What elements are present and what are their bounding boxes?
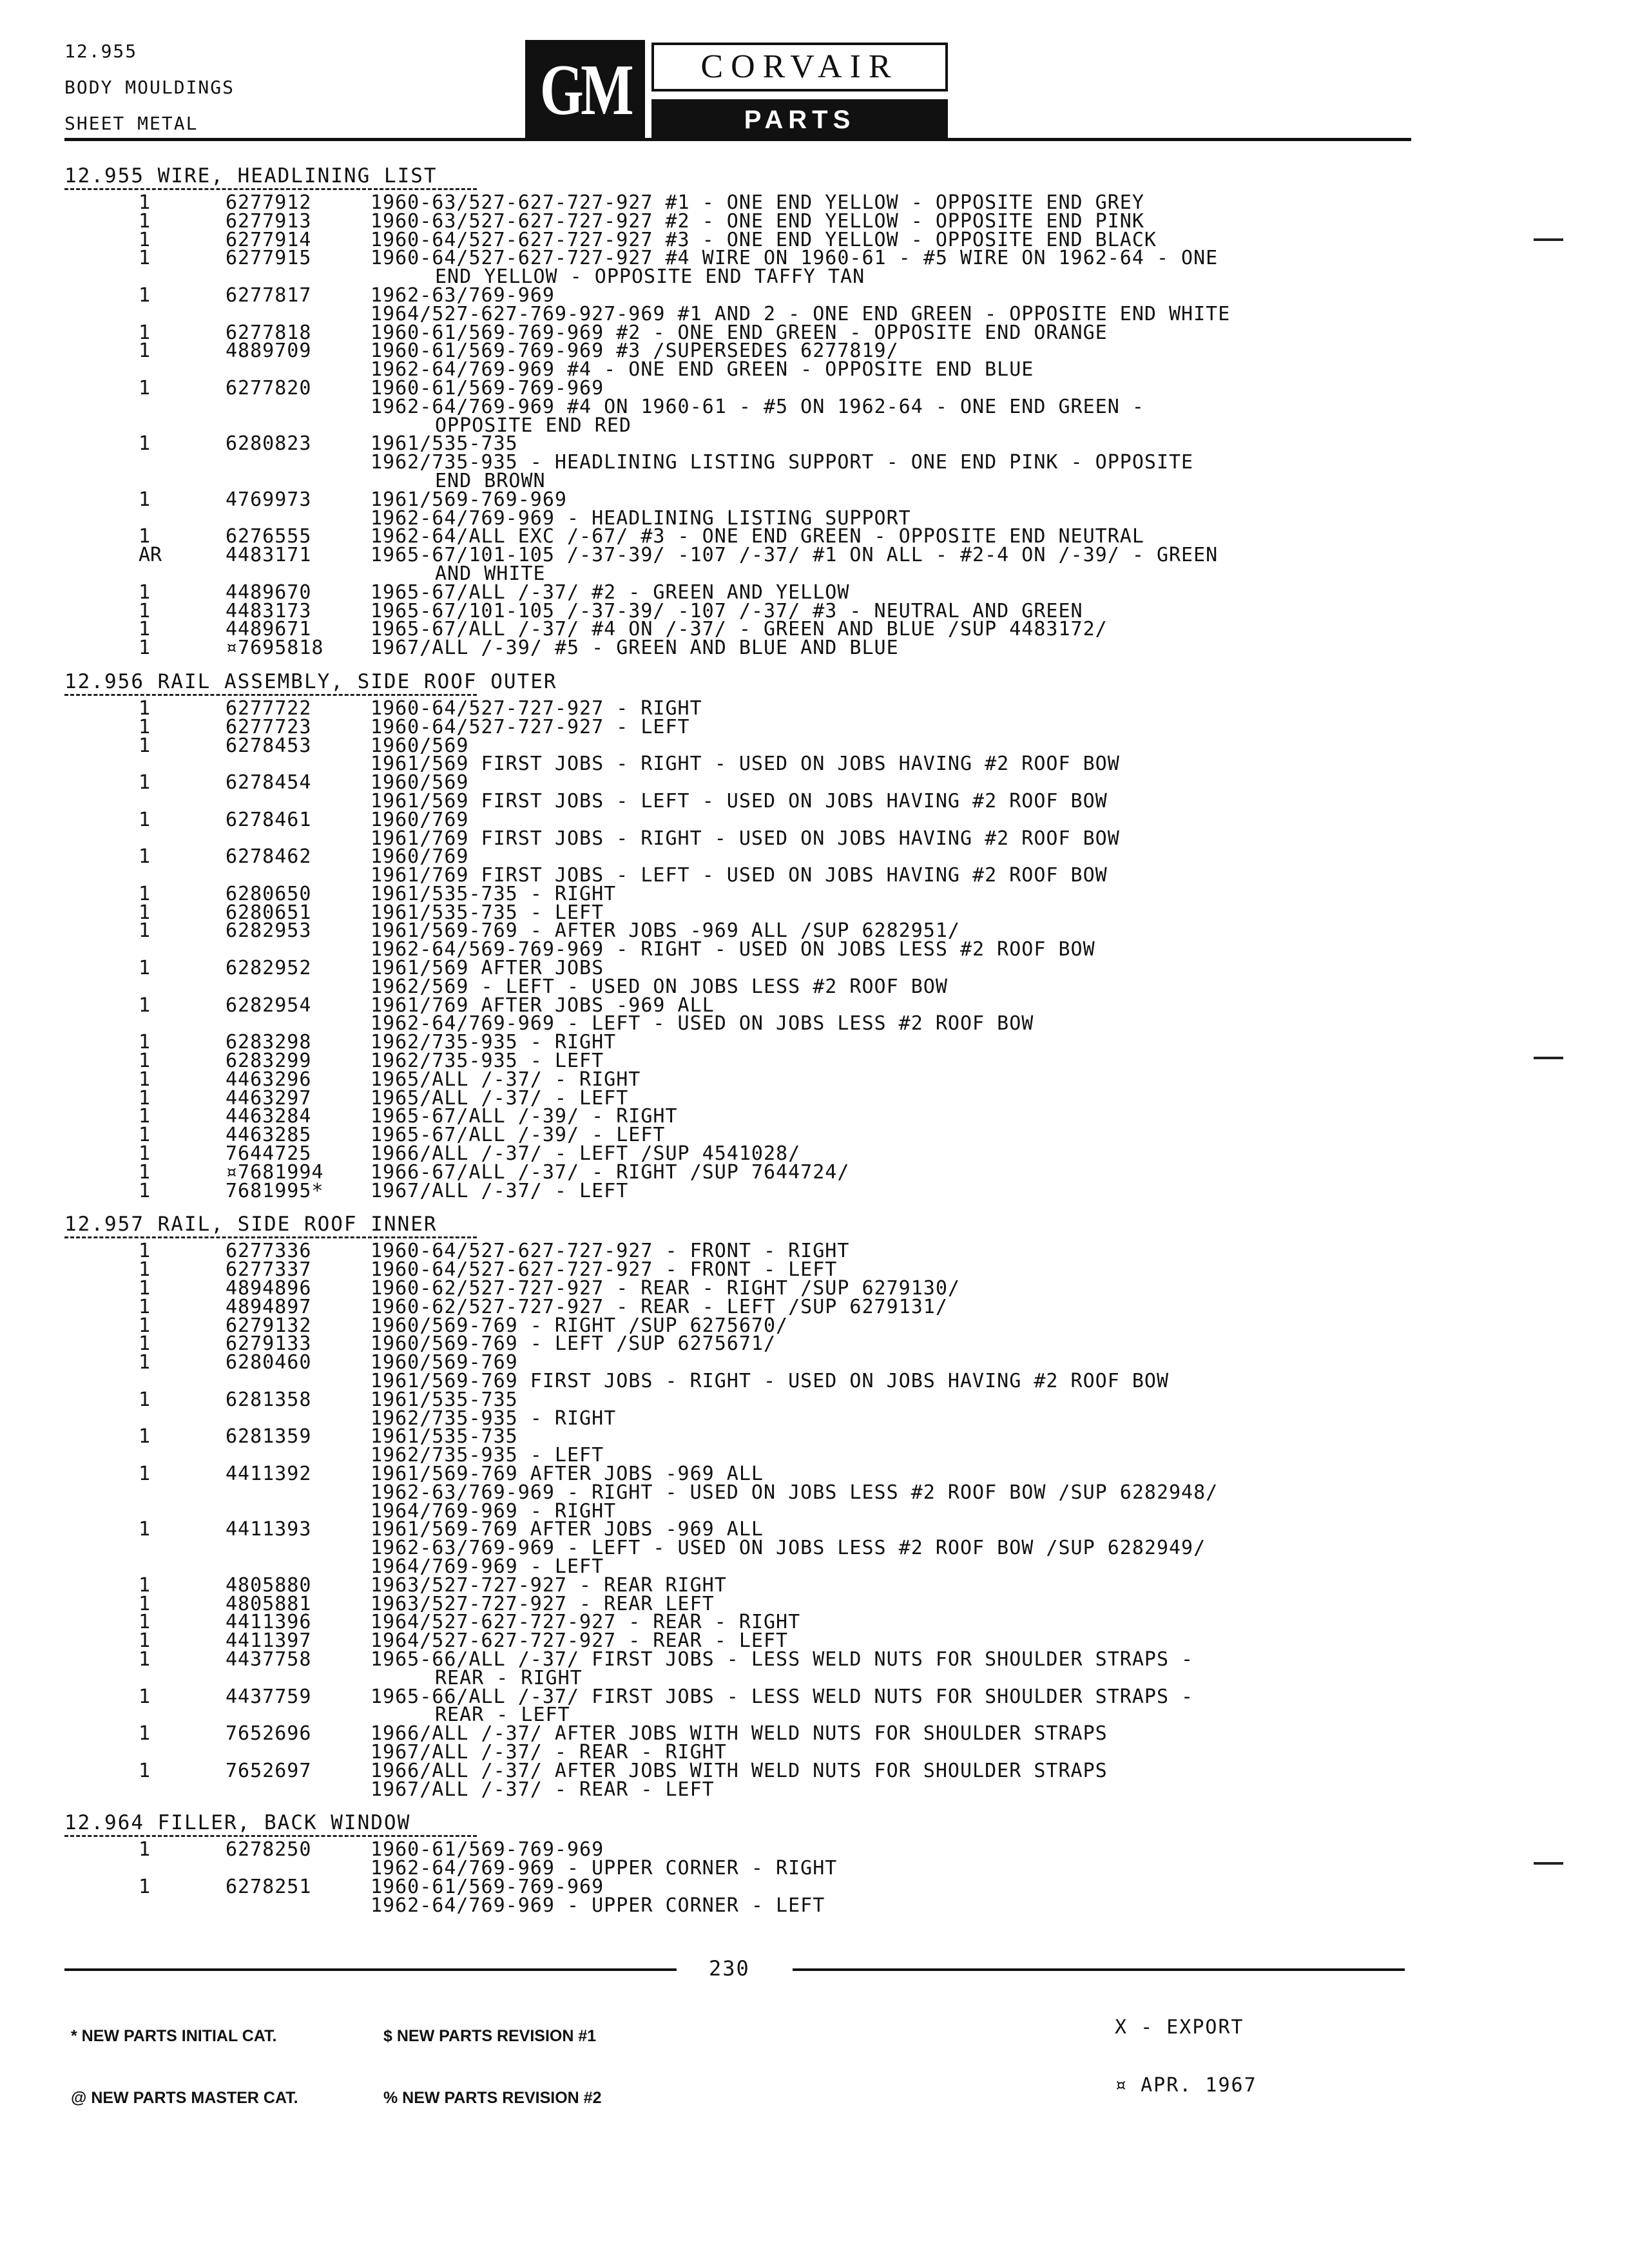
legend-item: ¤ APR. 1967	[1115, 2074, 1257, 2097]
description-line: 1961/569-769-969	[371, 488, 567, 511]
part-number: 4894897	[226, 1295, 312, 1318]
part-entry	[64, 919, 1418, 961]
part-description	[371, 1685, 1418, 1727]
section-title: 12.956 RAIL ASSEMBLY, SIDE ROOF OUTER	[64, 669, 557, 693]
part-entry	[64, 1685, 1418, 1727]
part-number: 4489670	[226, 581, 312, 604]
part-number: 6280651	[226, 901, 312, 924]
description-line: 1965-66/ALL /-37/ FIRST JOBS - LESS WELD NUTS FOR SHOULDER STRAPS -	[371, 1685, 1194, 1708]
part-entry	[64, 1179, 1418, 1202]
legend-item: % NEW PARTS REVISION #2	[383, 2089, 602, 2107]
part-entry	[64, 994, 1418, 1035]
section-title: 12.955 WIRE, HEADLINING LIST	[64, 164, 438, 187]
part-number: 6279132	[226, 1314, 312, 1337]
description-line: 1960-64/527-627-727-927 - FRONT - LEFT	[371, 1258, 838, 1282]
part-number: 4483173	[226, 599, 312, 622]
part-entry	[64, 808, 1418, 850]
part-description	[371, 639, 1418, 658]
part-number: 6277915	[226, 247, 312, 270]
part-number: 4463296	[226, 1068, 312, 1091]
part-quantity: 1	[139, 376, 151, 399]
description-line: 1962-63/769-969	[371, 284, 555, 307]
part-entry	[64, 284, 1418, 325]
part-description	[371, 959, 1418, 997]
description-line: 1960/569-769 - LEFT /SUP 6275671/	[371, 1332, 776, 1356]
legend-item: * NEW PARTS INITIAL CAT.	[71, 2027, 277, 2045]
part-description	[371, 249, 1418, 287]
part-description	[371, 845, 1418, 887]
part-number: 6283299	[226, 1050, 312, 1073]
part-number: 6277817	[226, 284, 312, 307]
legend-item: @ NEW PARTS MASTER CAT.	[71, 2089, 298, 2107]
part-quantity: 1	[139, 618, 151, 641]
part-number: 6282953	[226, 919, 312, 943]
part-number: ¤7681994	[226, 1160, 324, 1184]
part-quantity: 1	[139, 1105, 151, 1128]
description-line: 1962-63/769-969 - RIGHT - USED ON JOBS LESS #2 ROOF BOW /SUP 6282948/	[371, 1481, 1219, 1504]
parts-section	[64, 669, 1418, 1215]
part-quantity: 1	[139, 715, 151, 738]
description-line: 1962-64/769-969 - UPPER CORNER - LEFT	[371, 1894, 825, 1917]
description-line: 1962-64/769-969 #4 ON 1960-61 - #5 ON 1962-64 - ONE END GREEN -	[371, 395, 1144, 418]
section-title-rule	[64, 1236, 477, 1238]
part-quantity: 1	[139, 1086, 151, 1110]
part-number: 6278250	[226, 1838, 312, 1861]
description-line: END BROWN	[435, 469, 546, 492]
part-quantity: 1	[139, 1611, 151, 1634]
part-quantity: 1	[139, 1068, 151, 1091]
part-description	[371, 1838, 1418, 1880]
gm-logo-text: GM	[539, 50, 631, 130]
description-line: END YELLOW - OPPOSITE END TAFFY TAN	[435, 265, 865, 289]
description-line: 1962-64/769-969 - HEADLINING LISTING SUPPORT	[371, 506, 911, 530]
part-description	[371, 1425, 1418, 1467]
header-line: SHEET METAL	[64, 113, 198, 134]
part-description	[371, 1465, 1418, 1521]
part-description	[371, 432, 1418, 492]
part-quantity: 1	[139, 1838, 151, 1861]
part-number: 4411397	[226, 1629, 312, 1653]
description-line: 1965-67/ALL /-39/ - RIGHT	[371, 1105, 678, 1128]
description-line: REAR - LEFT	[435, 1704, 570, 1727]
part-entry	[64, 1518, 1418, 1578]
parts-section	[64, 1215, 1418, 1813]
part-quantity: 1	[139, 1875, 151, 1898]
description-line: 1961/569 AFTER JOBS	[371, 957, 604, 980]
description-line: 1967/ALL /-37/ - REAR - LEFT	[371, 1778, 715, 1801]
description-line: OPPOSITE END RED	[435, 414, 631, 437]
part-number: 6278453	[226, 734, 312, 757]
description-line: 1965-66/ALL /-37/ FIRST JOBS - LESS WELD NUTS FOR SHOULDER STRAPS -	[371, 1648, 1194, 1671]
legend-item: X - EXPORT	[1115, 2016, 1244, 2039]
part-number: 7652697	[226, 1759, 312, 1782]
header-rule	[64, 138, 1411, 141]
part-quantity: 1	[139, 1629, 151, 1653]
part-number: 4463285	[226, 1124, 312, 1147]
part-number: 6277818	[226, 321, 312, 344]
legend-column-2	[383, 1984, 602, 2129]
description-line: 1960-61/569-769-969	[371, 1875, 604, 1898]
part-quantity: 1	[139, 1518, 151, 1541]
part-entry	[64, 734, 1418, 776]
part-number: 6277820	[226, 376, 312, 399]
part-quantity: 1	[139, 901, 151, 924]
part-quantity: 1	[139, 1277, 151, 1300]
part-number: 6277336	[226, 1240, 312, 1263]
part-number: 4483171	[226, 544, 312, 567]
description-line: 1961/569 FIRST JOBS - LEFT - USED ON JOBS HAVING #2 ROOF BOW	[371, 789, 1108, 812]
part-quantity: 1	[139, 637, 151, 660]
part-entry	[64, 1722, 1418, 1763]
part-number: 4411392	[226, 1463, 312, 1485]
part-description	[371, 771, 1418, 812]
description-line: AND WHITE	[435, 562, 546, 585]
description-line: 1961/535-735 - LEFT	[371, 901, 604, 924]
part-entry	[64, 1351, 1418, 1393]
part-quantity: 1	[139, 321, 151, 344]
part-number: 4437759	[226, 1685, 312, 1708]
description-line: 1961/569 FIRST JOBS - RIGHT - USED ON JOBS HAVING #2 ROOF BOW	[371, 753, 1120, 776]
description-line: 1965/ALL /-37/ - LEFT	[371, 1086, 629, 1110]
part-number: 6281359	[226, 1425, 312, 1448]
part-number: 6278462	[226, 845, 312, 869]
part-number: 6278251	[226, 1875, 312, 1898]
part-number: 6280460	[226, 1351, 312, 1374]
description-line: 1961/535-735	[371, 1388, 518, 1411]
description-line: 1962/735-935 - LEFT	[371, 1050, 604, 1073]
part-description	[371, 1388, 1418, 1430]
legend-column-1	[71, 1984, 298, 2129]
part-quantity: 1	[139, 525, 151, 548]
part-description	[371, 1518, 1418, 1578]
part-description	[371, 1722, 1418, 1763]
part-entry	[64, 546, 1418, 584]
part-quantity: 1	[139, 209, 151, 233]
description-line: 1960-64/527-627-727-927 #4 WIRE ON 1960-61 - #5 WIRE ON 1962-64 - ONE	[371, 247, 1219, 270]
part-quantity: 1	[139, 1179, 151, 1202]
part-quantity: 1	[139, 919, 151, 943]
section-title-rule	[64, 1835, 477, 1837]
description-line: 1960/569-769	[371, 1351, 518, 1374]
part-quantity: 1	[139, 1463, 151, 1485]
catalogue-subtitle: PARTS CATALOGUE	[651, 99, 948, 140]
part-number: 6277914	[226, 228, 312, 251]
description-line: 1965-67/ALL /-37/ #2 - GREEN AND YELLOW	[371, 581, 850, 604]
description-line: REAR - RIGHT	[435, 1666, 583, 1689]
description-line: 1960-61/569-769-969 #3 /SUPERSEDES 6277819/	[371, 340, 899, 363]
margin-tick	[1534, 1057, 1563, 1059]
part-quantity: 1	[139, 599, 151, 622]
part-number: 6282952	[226, 957, 312, 980]
description-line: 1965-67/101-105 /-37-39/ -107 /-37/ #1 ON ALL - #2-4 ON /-39/ - GREEN	[371, 544, 1219, 567]
description-line: 1962-64/769-969 #4 - ONE END GREEN - OPPOSITE END BLUE	[371, 358, 1034, 381]
description-line: 1960-61/569-769-969	[371, 1838, 604, 1861]
part-quantity: 1	[139, 1314, 151, 1337]
part-entry	[64, 432, 1418, 492]
part-entry	[64, 1875, 1418, 1917]
margin-tick	[1534, 238, 1563, 241]
description-line: 1960/569	[371, 771, 469, 794]
page-number: 230	[709, 1956, 750, 1981]
part-quantity: 1	[139, 247, 151, 270]
part-quantity: AR	[139, 544, 162, 567]
description-line: 1962-64/769-969 - UPPER CORNER - RIGHT	[371, 1857, 838, 1880]
description-line: 1961/569-769 AFTER JOBS -969 ALL	[371, 1463, 764, 1485]
part-description	[371, 1648, 1418, 1689]
description-line: 1962-64/ALL EXC /-67/ #3 - ONE END GREEN - OPPOSITE END NEUTRAL	[371, 525, 1144, 548]
part-entry	[64, 249, 1418, 287]
part-quantity: 1	[139, 1573, 151, 1597]
section-title-rule	[64, 694, 477, 696]
description-line: 1964/527-627-769-927-969 #1 AND 2 - ONE END GREEN - OPPOSITE END WHITE	[371, 302, 1231, 325]
description-line: 1960-64/527-727-927 - RIGHT	[371, 697, 702, 720]
part-quantity: 1	[139, 1425, 151, 1448]
description-line: 1960-64/527-627-727-927 #3 - ONE END YELLOW - OPPOSITE END BLACK	[371, 228, 1157, 251]
legend-item: $ NEW PARTS REVISION #1	[383, 2027, 597, 2045]
part-entry	[64, 771, 1418, 812]
part-description	[371, 1351, 1418, 1393]
part-number: 4805881	[226, 1592, 312, 1615]
description-line: 1965-67/ALL /-39/ - LEFT	[371, 1124, 666, 1147]
description-line: 1961/569-769 - AFTER JOBS -969 ALL /SUP 6282951/	[371, 919, 960, 943]
part-quantity: 1	[139, 1388, 151, 1411]
description-line: 1962/735-935 - RIGHT	[371, 1031, 617, 1054]
part-number: 6277912	[226, 191, 312, 214]
part-description	[371, 1332, 1418, 1356]
part-number: 4411396	[226, 1611, 312, 1634]
part-quantity: 1	[139, 1759, 151, 1782]
description-line: 1960-63/527-627-727-927 #2 - ONE END YELLOW - OPPOSITE END PINK	[371, 209, 1144, 233]
footer-rule-right	[793, 1968, 1405, 1971]
part-number: 6278454	[226, 771, 312, 794]
part-quantity: 1	[139, 1332, 151, 1356]
part-description	[371, 488, 1418, 530]
description-line: 1961/769 FIRST JOBS - RIGHT - USED ON JOBS HAVING #2 ROOF BOW	[371, 827, 1120, 850]
part-quantity: 1	[139, 882, 151, 905]
description-line: 1961/535-735	[371, 1425, 518, 1448]
part-quantity: 1	[139, 284, 151, 307]
part-description	[371, 284, 1418, 325]
part-quantity: 1	[139, 1722, 151, 1745]
description-line: 1962-63/769-969 - LEFT - USED ON JOBS LESS #2 ROOF BOW /SUP 6282949/	[371, 1537, 1206, 1560]
section-title: 12.957 RAIL, SIDE ROOF INNER	[64, 1213, 438, 1236]
part-description	[371, 919, 1418, 961]
description-line: 1961/769 FIRST JOBS - LEFT - USED ON JOBS HAVING #2 ROOF BOW	[371, 864, 1108, 887]
part-quantity: 1	[139, 994, 151, 1017]
part-number: 6277723	[226, 715, 312, 738]
part-description	[371, 715, 1418, 738]
legend-column-3	[1115, 1979, 1257, 2115]
part-entry	[64, 639, 1418, 658]
part-number: 4411393	[226, 1518, 312, 1541]
description-line: 1960-62/527-727-927 - REAR - LEFT /SUP 6279131/	[371, 1295, 948, 1318]
part-quantity: 1	[139, 1240, 151, 1263]
description-line: 1967/ALL /-37/ - REAR - RIGHT	[371, 1740, 727, 1763]
part-quantity: 1	[139, 228, 151, 251]
description-line: 1961/769 AFTER JOBS -969 ALL	[371, 994, 715, 1017]
description-line: 1966/ALL /-37/ - LEFT /SUP 4541028/	[371, 1142, 801, 1166]
part-number: 6279133	[226, 1332, 312, 1356]
part-number: 6280823	[226, 432, 312, 456]
description-line: 1961/569-769 AFTER JOBS -969 ALL	[371, 1518, 764, 1541]
description-line: 1966/ALL /-37/ AFTER JOBS WITH WELD NUTS FOR SHOULDER STRAPS	[371, 1759, 1108, 1782]
margin-tick	[1534, 1862, 1563, 1865]
part-number: 6280650	[226, 882, 312, 905]
part-number: 4463284	[226, 1105, 312, 1128]
description-line: 1960-63/527-627-727-927 #1 - ONE END YELLOW - OPPOSITE END GREY	[371, 191, 1144, 214]
description-line: 1962/735-935 - LEFT	[371, 1444, 604, 1467]
gm-corvair-logo	[525, 40, 950, 175]
description-line: 1964/527-627-727-927 - REAR - RIGHT	[371, 1611, 801, 1634]
part-number: 4463297	[226, 1086, 312, 1110]
part-number: 6278461	[226, 808, 312, 831]
part-quantity: 1	[139, 808, 151, 831]
part-entry	[64, 376, 1418, 437]
part-quantity: 1	[139, 1258, 151, 1282]
description-line: 1965/ALL /-37/ - RIGHT	[371, 1068, 641, 1091]
description-line: 1962/735-935 - HEADLINING LISTING SUPPORT - ONE END PINK - OPPOSITE	[371, 451, 1194, 474]
part-quantity: 1	[139, 1142, 151, 1166]
description-line: 1960-61/569-769-969	[371, 376, 604, 399]
part-quantity: 1	[139, 432, 151, 456]
description-line: 1963/527-727-927 - REAR RIGHT	[371, 1573, 727, 1597]
part-number: 4489671	[226, 618, 312, 641]
description-line: 1964/769-969 - LEFT	[371, 1555, 604, 1578]
description-line: 1965-67/ALL /-37/ #4 ON /-37/ - GREEN AND BLUE /SUP 4483172/	[371, 618, 1108, 641]
part-number: 4889709	[226, 340, 312, 363]
part-description	[371, 1759, 1418, 1801]
description-line: 1960-64/527-727-927 - LEFT	[371, 715, 690, 738]
part-entry	[64, 1388, 1418, 1430]
part-quantity: 1	[139, 1592, 151, 1615]
part-quantity: 1	[139, 1295, 151, 1318]
part-quantity: 1	[139, 1031, 151, 1054]
part-quantity: 1	[139, 771, 151, 794]
part-number: 7681995*	[226, 1179, 324, 1202]
description-line: 1962/569 - LEFT - USED ON JOBS LESS #2 ROOF BOW	[371, 975, 948, 998]
part-quantity: 1	[139, 734, 151, 757]
part-quantity: 1	[139, 1685, 151, 1708]
section-title-rule	[64, 188, 477, 190]
part-quantity: 1	[139, 957, 151, 980]
description-line: 1961/569-769 FIRST JOBS - RIGHT - USED ON JOBS HAVING #2 ROOF BOW	[371, 1370, 1169, 1393]
description-line: 1962-64/569-769-969 - RIGHT - USED ON JOBS LESS #2 ROOF BOW	[371, 938, 1095, 961]
part-entry	[64, 1838, 1418, 1880]
parts-section	[64, 166, 1418, 672]
description-line: 1960/769	[371, 845, 469, 869]
part-number: 6283298	[226, 1031, 312, 1054]
part-number: 6282954	[226, 994, 312, 1017]
part-quantity: 1	[139, 1160, 151, 1184]
part-description	[371, 734, 1418, 776]
parts-section	[64, 1813, 1418, 1915]
part-quantity: 1	[139, 340, 151, 363]
part-description	[371, 1179, 1418, 1202]
part-entry	[64, 1648, 1418, 1689]
description-line: 1960-61/569-769-969 #2 - ONE END GREEN - OPPOSITE END ORANGE	[371, 321, 1108, 344]
part-description	[371, 342, 1418, 380]
part-number: 4805880	[226, 1573, 312, 1597]
part-quantity: 1	[139, 1648, 151, 1671]
part-entry	[64, 1425, 1418, 1467]
part-number: 4437758	[226, 1648, 312, 1671]
part-description	[371, 808, 1418, 850]
part-entry	[64, 488, 1418, 530]
description-line: 1962-64/769-969 - LEFT - USED ON JOBS LESS #2 ROOF BOW	[371, 1012, 1034, 1035]
description-line: 1963/527-727-927 - REAR LEFT	[371, 1592, 715, 1615]
description-line: 1961/535-735 - RIGHT	[371, 882, 617, 905]
header-line: BODY MOULDINGS	[64, 77, 235, 98]
part-entry	[64, 845, 1418, 887]
part-entry	[64, 342, 1418, 380]
description-line: 1966-67/ALL /-37/ - RIGHT /SUP 7644724/	[371, 1160, 850, 1184]
part-description	[371, 376, 1418, 437]
part-number: 7652696	[226, 1722, 312, 1745]
part-entry	[64, 1465, 1418, 1521]
description-line: 1960/569	[371, 734, 469, 757]
parts-listing	[64, 166, 1418, 1916]
description-line: 1967/ALL /-37/ - LEFT	[371, 1179, 629, 1202]
part-number: 6277913	[226, 209, 312, 233]
description-line: 1961/535-735	[371, 432, 518, 456]
gm-logo-box	[525, 40, 645, 140]
description-line: 1962/735-935 - RIGHT	[371, 1407, 617, 1430]
part-quantity: 1	[139, 1124, 151, 1147]
description-line: 1967/ALL /-39/ #5 - GREEN AND BLUE AND BLUE	[371, 637, 899, 660]
header-line: 12.955	[64, 41, 138, 62]
part-quantity: 1	[139, 1351, 151, 1374]
part-entry	[64, 1759, 1418, 1801]
description-line: 1964/527-627-727-927 - REAR - LEFT	[371, 1629, 789, 1653]
part-number: 6277337	[226, 1258, 312, 1282]
footer-rule-left	[64, 1968, 677, 1971]
description-line: 1960-64/527-627-727-927 - FRONT - RIGHT	[371, 1240, 850, 1263]
description-line: 1966/ALL /-37/ AFTER JOBS WITH WELD NUTS FOR SHOULDER STRAPS	[371, 1722, 1108, 1745]
part-number: 4769973	[226, 488, 312, 511]
part-number: 6277722	[226, 697, 312, 720]
part-quantity: 1	[139, 845, 151, 869]
part-number: 6276555	[226, 525, 312, 548]
page-header-text	[64, 34, 235, 142]
part-number: 4894896	[226, 1277, 312, 1300]
part-quantity: 1	[139, 697, 151, 720]
part-quantity: 1	[139, 191, 151, 214]
part-number: 6281358	[226, 1388, 312, 1411]
part-quantity: 1	[139, 488, 151, 511]
part-number: ¤7695818	[226, 637, 324, 660]
part-description	[371, 994, 1418, 1035]
description-line: 1960-62/527-727-927 - REAR - RIGHT /SUP 6279130/	[371, 1277, 960, 1300]
part-description	[371, 546, 1418, 584]
part-quantity: 1	[139, 1050, 151, 1073]
description-line: 1960/769	[371, 808, 469, 831]
part-quantity: 1	[139, 581, 151, 604]
section-title: 12.964 FILLER, BACK WINDOW	[64, 1811, 411, 1835]
description-line: 1960/569-769 - RIGHT /SUP 6275670/	[371, 1314, 789, 1337]
description-line: 1964/769-969 - RIGHT	[371, 1499, 617, 1523]
description-line: 1965-67/101-105 /-37-39/ -107 /-37/ #3 - NEUTRAL AND GREEN	[371, 599, 1083, 622]
part-description	[371, 1875, 1418, 1917]
brand-name: CORVAIR	[651, 43, 948, 91]
part-number: 7644725	[226, 1142, 312, 1166]
part-entry	[64, 959, 1418, 997]
